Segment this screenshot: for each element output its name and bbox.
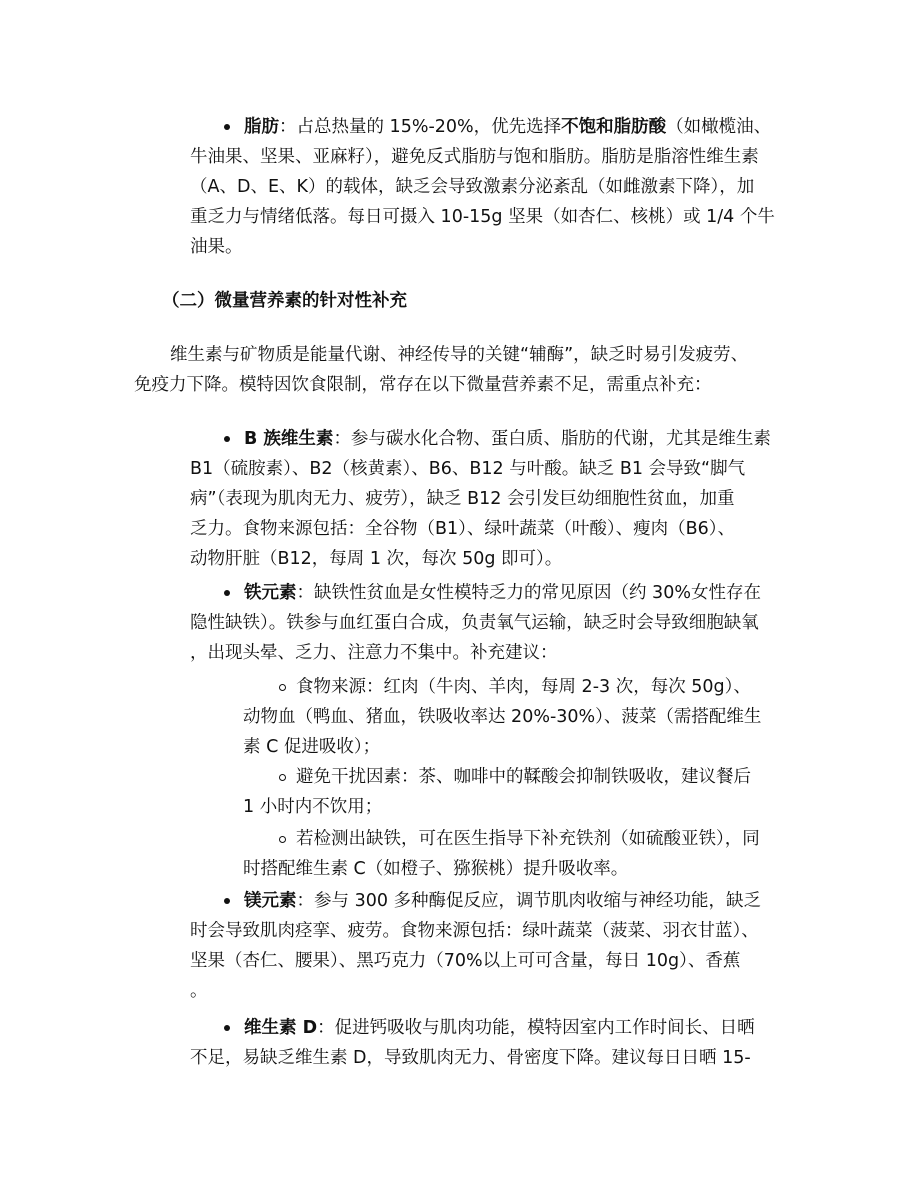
- vitb-label: B 族维生素: [244, 429, 334, 449]
- iron-sub3-line-2: 时搭配维生素 C（如橙子、猕猴桃）提升吸收率。: [243, 859, 629, 879]
- iron-sub2-line-2: 1 小时内不饮用；: [243, 797, 383, 817]
- vitb-line-1: B 族维生素：参与碳水化合物、蛋白质、脂肪的代谢，尤其是维生素: [244, 429, 771, 449]
- iron-line-1: 铁元素：缺铁性贫血是女性模特乏力的常见原因（约 30%女性存在: [244, 583, 761, 603]
- sub-bullet-circle: [279, 836, 286, 843]
- iron-sub2-line-1: 避免干扰因素：茶、咖啡中的鞣酸会抑制铁吸收，建议餐后: [296, 767, 751, 787]
- iron-line-3: ，出现头晕、乏力、注意力不集中。补充建议：: [190, 643, 558, 663]
- iron-sub3-line-1: 若检测出缺铁，可在医生指导下补充铁剂（如硫酸亚铁），同: [296, 829, 760, 849]
- sub-bullet-circle: [279, 774, 286, 781]
- iron-label: 铁元素: [244, 583, 297, 603]
- vitb-line-2: B1（硫胺素）、B2（核黄素）、B6、B12 与叶酸。缺乏 B1 会导致“脚气: [190, 459, 746, 479]
- intro-line-2: 免疫力下降。模特因饮食限制，常存在以下微量营养素不足，需重点补充：: [134, 375, 712, 395]
- iron-sub1-line-1: 食物来源：红肉（牛肉、羊肉，每周 2-3 次，每次 50g）、: [296, 677, 751, 697]
- iron-line-2: 隐性缺铁）。铁参与血红蛋白合成，负责氧气运输，缺乏时会导致细胞缺氧: [190, 613, 759, 633]
- intro-line-1: 维生素与矿物质是能量代谢、神经传导的关键“辅酶”，缺乏时易引发疲劳、: [170, 345, 749, 365]
- bullet-dot: [224, 124, 230, 130]
- bullet-dot: [224, 590, 230, 596]
- mg-label: 镁元素: [244, 891, 297, 911]
- vitb-line-4: 乏力。食物来源包括：全谷物（B1）、绿叶蔬菜（叶酸）、瘦肉（B6）、: [190, 519, 736, 539]
- vitd-label: 维生素 D: [244, 1018, 318, 1038]
- bullet-dot: [224, 1025, 230, 1031]
- bullet-dot: [224, 436, 230, 442]
- fat-line-3: （A、D、E、K）的载体，缺乏会导致激素分泌紊乱（如雌激素下降），加: [190, 177, 755, 197]
- fat-emphasis: 不饱和脂肪酸: [561, 117, 667, 137]
- vitb-line-3: 病”（表现为肌肉无力、疲劳），缺乏 B12 会引发巨幼细胞性贫血，加重: [190, 489, 735, 509]
- section-heading: （二）微量营养素的针对性补充: [162, 291, 407, 311]
- fat-line-4: 重乏力与情绪低落。每日可摄入 10-15g 坚果（如杏仁、核桃）或 1/4 个牛: [190, 207, 775, 227]
- sub-bullet-circle: [279, 684, 286, 691]
- fat-line-1: 脂肪：占总热量的 15%-20%，优先选择不饱和脂肪酸（如橄榄油、: [244, 117, 772, 137]
- fat-line-2: 牛油果、坚果、亚麻籽），避免反式脂肪与饱和脂肪。脂肪是脂溶性维生素: [190, 147, 759, 167]
- iron-sub1-line-3: 素 C 促进吸收）；: [243, 737, 381, 757]
- mg-line-4: 。: [190, 981, 208, 1001]
- fat-line-5: 油果。: [190, 237, 243, 257]
- fat-label: 脂肪: [244, 117, 279, 137]
- mg-line-1: 镁元素：参与 300 多种酶促反应，调节肌肉收缩与神经功能，缺乏: [244, 891, 762, 911]
- iron-sub1-line-2: 动物血（鸭血、猪血，铁吸收率达 20%-30%）、菠菜（需搭配维生: [243, 707, 762, 727]
- vitd-line-1: 维生素 D：促进钙吸收与肌肉功能，模特因室内工作时间长、日晒: [244, 1018, 755, 1038]
- mg-line-2: 时会导致肌肉痉挛、疲劳。食物来源包括：绿叶蔬菜（菠菜、羽衣甘蓝）、: [190, 921, 759, 941]
- vitb-line-5: 动物肝脏（B12，每周 1 次，每次 50g 即可）。: [190, 549, 563, 569]
- vitd-line-2: 不足，易缺乏维生素 D，导致肌肉无力、骨密度下降。建议每日日晒 15-: [190, 1048, 751, 1068]
- mg-line-3: 坚果（杏仁、腰果）、黑巧克力（70%以上可可含量，每日 10g）、香蕉: [190, 951, 741, 971]
- bullet-dot: [224, 898, 230, 904]
